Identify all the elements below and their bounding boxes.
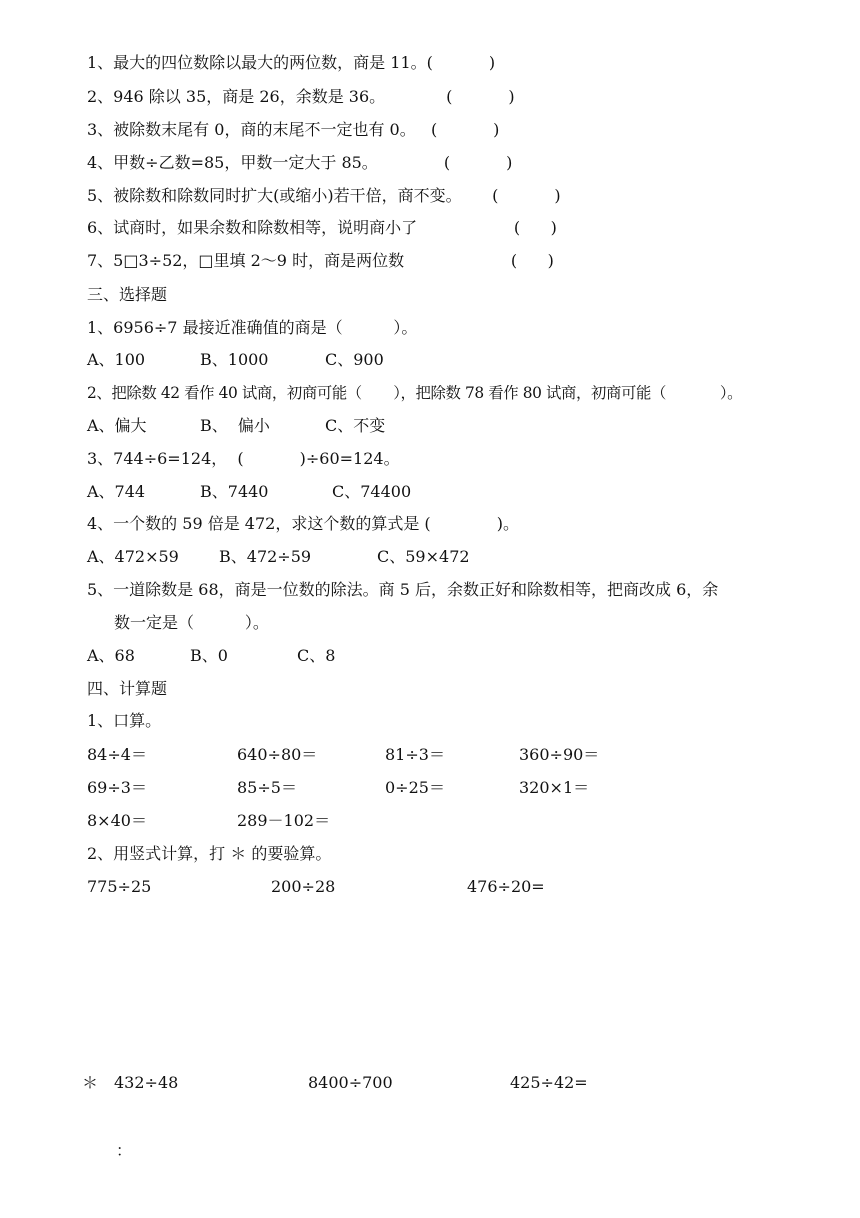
- choice-q1-option-b: B、1000: [200, 350, 269, 369]
- oral-problem: 81÷3＝: [385, 745, 445, 764]
- judge-item-3: 3、被除数末尾有 0，商的末尾不一定也有 0。 ( ): [87, 120, 500, 139]
- choice-q3-option-a: A、744: [87, 482, 146, 501]
- vertical-problem: 476÷20=: [467, 877, 545, 896]
- choice-q4-option-b: B、472÷59: [219, 547, 312, 566]
- choice-question-2: 2、把除数 42 看作 40 试商，初商可能（ ），把除数 78 看作 80 试商，初商可能（ ）。: [87, 384, 743, 402]
- oral-problem: 8×40＝: [87, 811, 147, 830]
- choice-q2-option-c: C、不变: [325, 416, 386, 435]
- choice-q1-option-c: C、900: [325, 350, 384, 369]
- oral-problem: 360÷90＝: [519, 745, 600, 764]
- judge-item-5: 5、被除数和除数同时扩大(或缩小)若干倍，商不变。 ( ): [87, 186, 561, 205]
- judge-item-4: 4、甲数÷乙数=85，甲数一定大于 85。 ( ): [87, 153, 513, 172]
- section-title-choice: 三、选择题: [87, 285, 168, 304]
- vertical-problem: 8400÷700: [308, 1073, 393, 1092]
- oral-calc-title: 1、口算。: [87, 711, 162, 730]
- vertical-problem: 775÷25: [87, 877, 152, 896]
- choice-q5-option-b: B、0: [190, 646, 228, 665]
- choice-question-5-line-2: 数一定是（ ）。: [114, 613, 269, 632]
- oral-problem: 320×1＝: [519, 778, 590, 797]
- choice-q5-option-c: C、8: [297, 646, 336, 665]
- oral-problem: 84÷4＝: [87, 745, 147, 764]
- vertical-problem: 200÷28: [271, 877, 336, 896]
- choice-q4-option-a: A、472×59: [87, 547, 179, 566]
- vertical-problem: 432÷48: [114, 1073, 179, 1092]
- choice-question-1: 1、6956÷7 最接近准确值的商是（ ）。: [87, 318, 418, 337]
- section-title-calc: 四、计算题: [87, 679, 168, 698]
- choice-q4-option-c: C、59×472: [377, 547, 470, 566]
- oral-problem: 69÷3＝: [87, 778, 147, 797]
- judge-item-6: 6、试商时，如果余数和除数相等，说明商小了 ( ): [87, 218, 557, 237]
- judge-item-1: 1、最大的四位数除以最大的两位数，商是 11。( ): [87, 53, 496, 72]
- vertical-calc-title: 2、用竖式计算，打 ＊ 的要验算。: [87, 844, 332, 863]
- choice-question-3: 3、744÷6=124， ( )÷60=124。: [87, 449, 400, 468]
- choice-question-5-line-1: 5、一道除数是 68，商是一位数的除法。商 5 后，余数正好和除数相等，把商改成 6，余: [87, 580, 719, 599]
- vertical-problem: 425÷42=: [510, 1073, 588, 1092]
- choice-q5-option-a: A、68: [87, 646, 135, 665]
- stray-mark: ：: [116, 1141, 133, 1160]
- choice-q3-option-b: B、7440: [200, 482, 269, 501]
- oral-problem: 85÷5＝: [237, 778, 297, 797]
- choice-q2-option-a: A、偏大: [87, 416, 147, 435]
- judge-item-2: 2、946 除以 35，商是 26，余数是 36。 ( ): [87, 87, 515, 106]
- choice-q2-option-b: B、 偏小: [200, 416, 270, 435]
- choice-question-4: 4、一个数的 59 倍是 472，求这个数的算式是 ( )。: [87, 514, 520, 533]
- star-mark: ＊: [82, 1073, 99, 1092]
- choice-q3-option-c: C、74400: [332, 482, 412, 501]
- oral-problem: 640÷80＝: [237, 745, 318, 764]
- judge-item-7: 7、5□3÷52，□里填 2～9 时，商是两位数 ( ): [87, 251, 554, 270]
- oral-problem: 0÷25＝: [385, 778, 445, 797]
- oral-problem: 289－102＝: [237, 811, 331, 830]
- choice-q1-option-a: A、100: [87, 350, 146, 369]
